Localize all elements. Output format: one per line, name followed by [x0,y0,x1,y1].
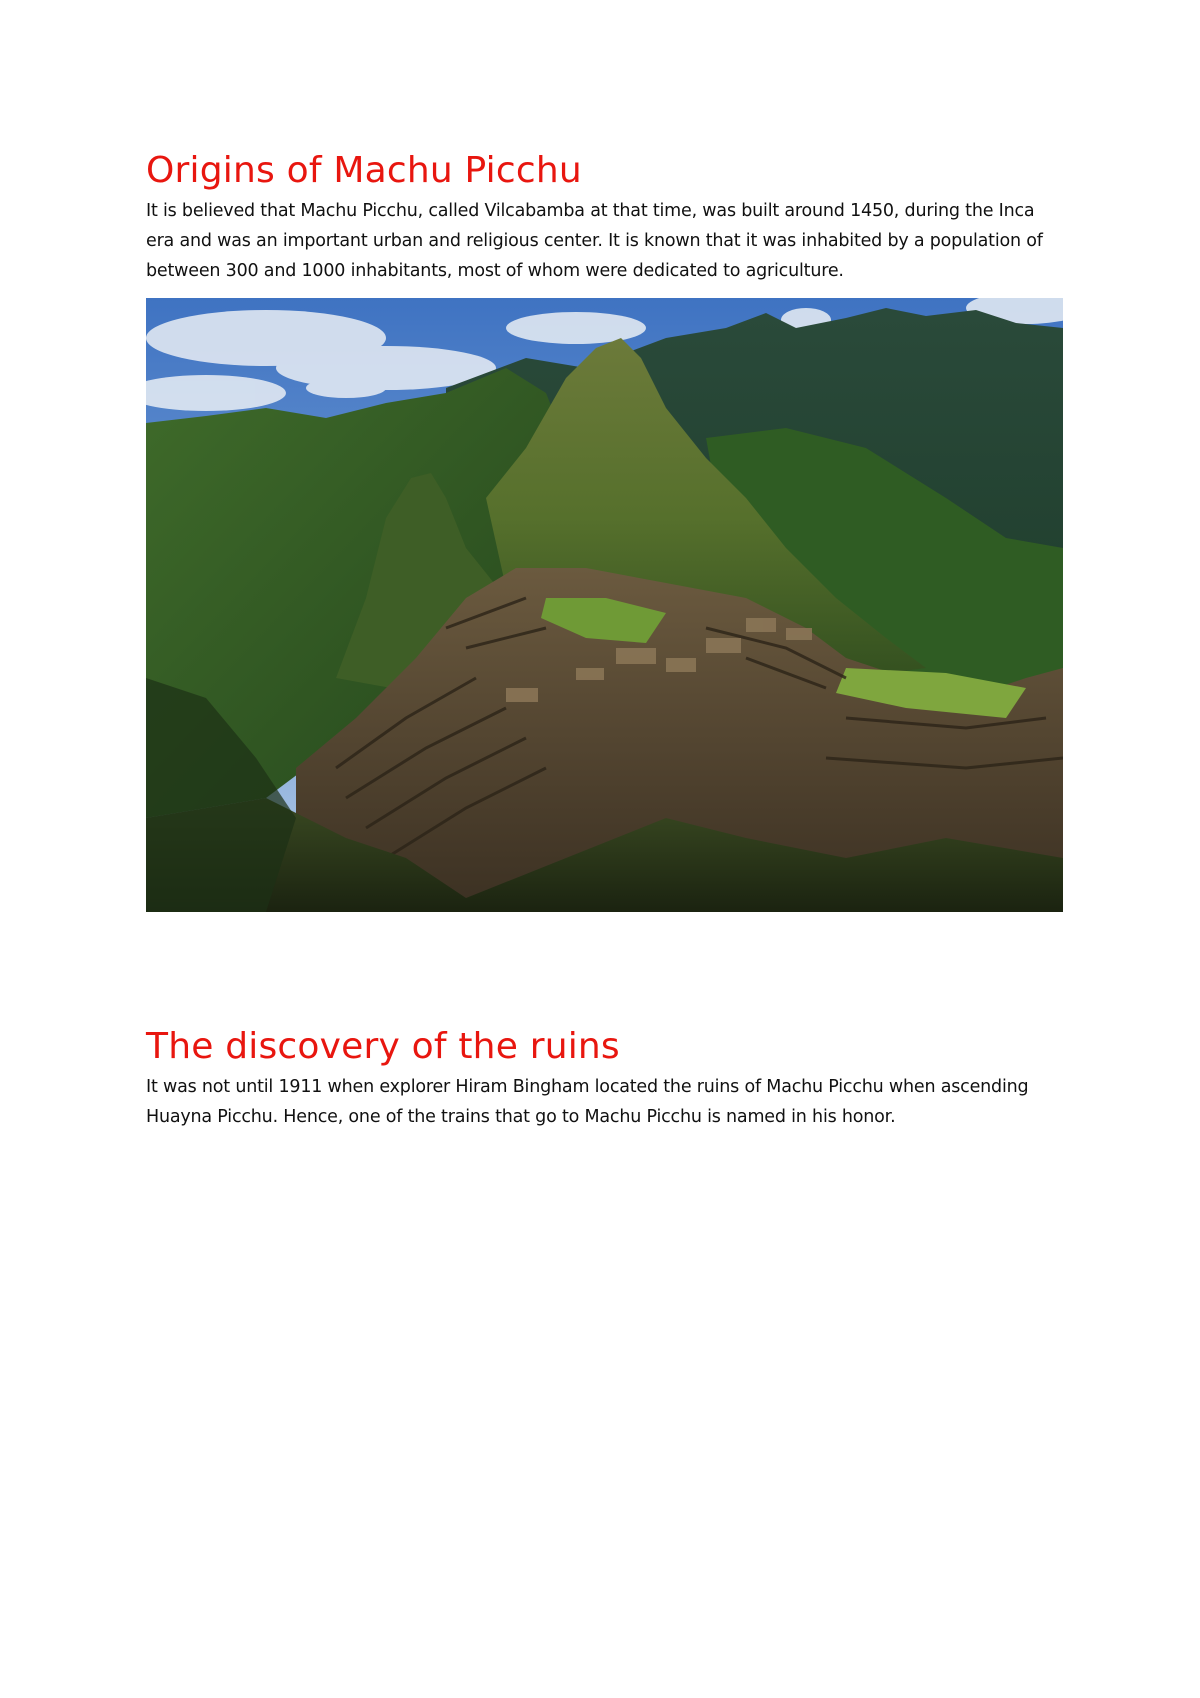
section-discovery [146,1024,1066,1132]
section-heading-discovery: The discovery of the ruins [146,1026,620,1067]
document-content [146,148,1066,1132]
section-paragraph-origins: It is believed that Machu Picchu, called Vilcabamba at that time, was built around 1450, during the Inca era and was an important urban and religious center. It is known that it was inhabited by a population of between 300 and 1000 inhabitants, most of whom were dedicated to agriculture. [146,201,1043,281]
section-heading-origins: Origins of Machu Picchu [146,150,582,191]
section-paragraph-discovery: It was not until 1911 when explorer Hiram Bingham located the ruins of Machu Picchu when ascending Huayna Picchu. Hence, one of the trains that go to Machu Picchu is named in his honor. [146,1077,1029,1127]
machu-picchu-photo [146,298,1063,912]
